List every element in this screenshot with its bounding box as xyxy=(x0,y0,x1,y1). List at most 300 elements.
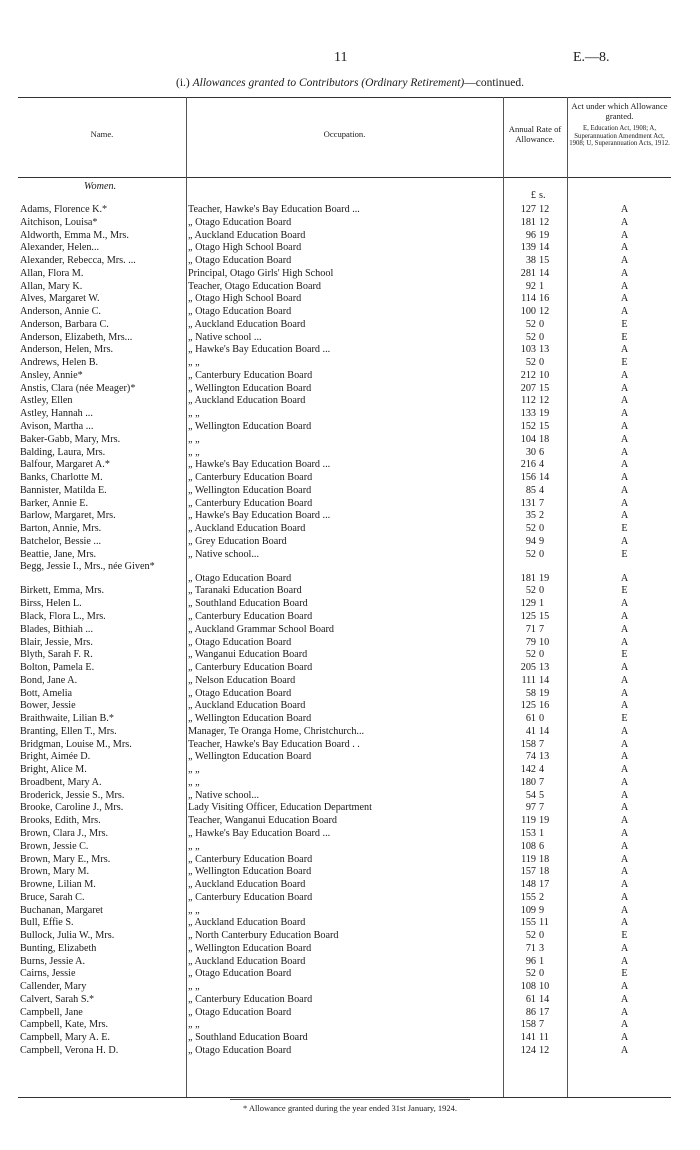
contributor-name: Brown, Jessie C. xyxy=(20,840,89,852)
act-code: A xyxy=(620,382,629,394)
act-code: A xyxy=(620,789,629,801)
allowance-shillings: 4 xyxy=(539,484,545,496)
contributor-name: Calvert, Sarah S.* xyxy=(20,993,95,1005)
contributor-name: Aldworth, Emma M., Mrs. xyxy=(20,229,129,241)
allowance-pounds: 119 xyxy=(521,815,536,827)
table-row xyxy=(18,332,671,345)
occupation: „ Hawke's Bay Education Board ... xyxy=(188,459,331,471)
allowance-pounds: 158 xyxy=(520,1019,536,1031)
contributor-name: Andrews, Helen B. xyxy=(20,357,99,369)
table-row xyxy=(18,854,671,867)
act-code: A xyxy=(620,598,629,610)
contributor-name: Bott, Amelia xyxy=(20,687,73,699)
occupation: „ Hawke's Bay Education Board ... xyxy=(188,344,331,356)
table-row xyxy=(18,956,671,969)
contributor-name: Alexander, Helen... xyxy=(20,242,100,254)
table-row xyxy=(18,624,671,637)
act-code: A xyxy=(620,993,629,1005)
allowance-pounds: 61 xyxy=(525,993,536,1005)
table-row xyxy=(18,421,671,434)
act-code: A xyxy=(620,1032,629,1044)
allowance-shillings: 0 xyxy=(539,548,545,560)
contributor-name: Bullock, Julia W., Mrs. xyxy=(20,930,115,942)
table-row xyxy=(18,598,671,611)
contributor-name: Birkett, Emma, Mrs. xyxy=(20,585,105,597)
allowance-shillings: 7 xyxy=(539,802,545,814)
contributor-name: Bolton, Pamela E. xyxy=(20,662,95,674)
act-code: A xyxy=(620,433,629,445)
table-row xyxy=(18,293,671,306)
table-row xyxy=(18,1032,671,1045)
act-code: A xyxy=(620,267,629,279)
contributor-name: Aitchison, Louisa* xyxy=(20,216,98,228)
allowance-pounds: 141 xyxy=(520,1032,536,1044)
table-row xyxy=(18,879,671,892)
allowance-pounds: 97 xyxy=(525,802,536,814)
table-row xyxy=(18,395,671,408)
act-code: A xyxy=(620,1006,629,1018)
contributor-name: Campbell, Jane xyxy=(20,1006,83,1018)
allowance-shillings: 4 xyxy=(539,459,545,471)
occupation: „ „ xyxy=(188,981,200,993)
allowance-pounds: 79 xyxy=(525,636,536,648)
act-code: A xyxy=(620,917,629,929)
occupation: „ Grey Education Board xyxy=(188,535,287,547)
col-header-name: Name. xyxy=(90,129,114,139)
allowance-shillings: 2 xyxy=(539,510,545,522)
allowance-pounds: 131 xyxy=(520,497,536,509)
allowance-shillings: 15 xyxy=(539,421,550,433)
contributor-name: Bannister, Matilda E. xyxy=(20,484,107,496)
occupation: „ North Canterbury Education Board xyxy=(188,930,339,942)
contributor-name: Broadbent, Mary A. xyxy=(20,776,102,788)
occupation: „ Canterbury Education Board xyxy=(188,891,313,903)
allowance-shillings: 10 xyxy=(539,636,550,648)
occupation: „ Native school... xyxy=(188,548,260,560)
act-code: A xyxy=(620,306,629,318)
table-row xyxy=(18,204,671,217)
table-row xyxy=(18,930,671,943)
allowance-pounds: 52 xyxy=(525,585,536,597)
occupation: „ Wellington Education Board xyxy=(188,713,312,725)
allowance-pounds: 52 xyxy=(525,548,536,560)
allowance-pounds: 152 xyxy=(520,421,536,433)
occupation: „ Auckland Education Board xyxy=(188,700,306,712)
contributor-name: Anstis, Clara (née Meager)* xyxy=(20,382,136,394)
allowance-pounds: 109 xyxy=(520,904,536,916)
occupation: „ Auckland Education Board xyxy=(188,395,306,407)
table-row xyxy=(18,549,671,562)
act-code: A xyxy=(620,369,629,381)
act-code: A xyxy=(620,764,629,776)
occupation: „ Canterbury Education Board xyxy=(188,472,313,484)
occupation: „ Otago Education Board xyxy=(188,255,292,267)
allowance-shillings: 0 xyxy=(539,585,545,597)
allowance-pounds: 100 xyxy=(520,306,536,318)
act-code: A xyxy=(620,725,629,737)
allowance-pounds: 54 xyxy=(525,789,536,801)
act-code: A xyxy=(620,623,629,635)
contributor-name: Brooks, Edith, Mrs. xyxy=(20,815,101,827)
occupation: „ Wellington Education Board xyxy=(188,421,312,433)
act-code: A xyxy=(620,204,629,215)
allowance-shillings: 12 xyxy=(539,1045,550,1056)
contributor-name: Browne, Lilian M. xyxy=(20,879,96,891)
act-code: A xyxy=(620,255,629,267)
table-row xyxy=(18,637,671,650)
occupation: „ Wellington Education Board xyxy=(188,484,312,496)
allowance-shillings: 0 xyxy=(539,523,545,535)
act-code: A xyxy=(620,395,629,407)
col-header-rate: Annual Rate of Allowance. xyxy=(508,124,562,145)
allowance-pounds: 71 xyxy=(525,942,536,954)
table-row xyxy=(18,662,671,675)
occupation: „ Auckland Education Board xyxy=(188,879,306,891)
allowance-shillings: 13 xyxy=(539,662,550,674)
act-code: A xyxy=(620,942,629,954)
act-code: A xyxy=(620,1045,629,1056)
allowance-pounds: 38 xyxy=(525,255,536,267)
allowance-pounds: 127 xyxy=(520,204,536,215)
contributor-name: Adams, Florence K.* xyxy=(20,204,108,215)
table-row xyxy=(18,344,671,357)
contributor-name: Brown, Mary E., Mrs. xyxy=(20,853,111,865)
allowance-shillings: 6 xyxy=(539,840,545,852)
occupation: „ Auckland Education Board xyxy=(188,523,306,535)
act-code: A xyxy=(620,1019,629,1031)
contributor-name: Bridgman, Louise M., Mrs. xyxy=(20,738,132,750)
act-code: A xyxy=(620,827,629,839)
table-row xyxy=(18,242,671,255)
allowance-pounds: 125 xyxy=(520,700,536,712)
occupation: „ Canterbury Education Board xyxy=(188,853,313,865)
contributor-name: Allan, Flora M. xyxy=(20,267,84,279)
act-code: A xyxy=(620,853,629,865)
allowance-pounds: 52 xyxy=(525,930,536,942)
allowance-shillings: 4 xyxy=(539,764,545,776)
act-code: E xyxy=(621,548,628,560)
allowance-pounds: 157 xyxy=(520,866,536,878)
allowance-pounds: 30 xyxy=(525,446,536,458)
allowance-shillings: 5 xyxy=(539,789,545,801)
allowance-shillings: 7 xyxy=(539,738,545,750)
occupation: Lady Visiting Officer, Education Department xyxy=(188,802,372,814)
occupation: „ Wanganui Education Board xyxy=(188,649,308,661)
shilling-unit: s. xyxy=(539,190,546,201)
occupation: „ Nelson Education Board xyxy=(188,674,296,686)
table-row xyxy=(18,536,671,549)
occupation: „ Auckland Education Board xyxy=(188,229,306,241)
allowance-pounds: 281 xyxy=(520,267,536,279)
contributor-name: Baker-Gabb, Mary, Mrs. xyxy=(20,433,121,445)
contributor-name: Blair, Jessie, Mrs. xyxy=(20,636,93,648)
occupation: „ Canterbury Education Board xyxy=(188,369,313,381)
occupation: „ „ xyxy=(188,904,200,916)
table-row xyxy=(18,726,671,739)
table-row xyxy=(18,1045,671,1058)
table-row xyxy=(18,611,671,624)
table-row xyxy=(18,802,671,815)
allowance-shillings: 7 xyxy=(539,623,545,635)
table-row xyxy=(18,268,671,281)
allowance-shillings: 0 xyxy=(539,331,545,343)
contributor-name: Birss, Helen L. xyxy=(20,598,82,610)
section-label: Women. xyxy=(84,181,117,192)
allowance-shillings: 17 xyxy=(539,1006,550,1018)
allowance-shillings: 14 xyxy=(539,267,550,279)
allowance-pounds: 111 xyxy=(521,674,536,686)
allowance-pounds: 61 xyxy=(525,713,536,725)
occupation: „ Native school... xyxy=(188,789,260,801)
allowance-shillings: 15 xyxy=(539,610,550,622)
allowance-pounds: 52 xyxy=(525,523,536,535)
allowance-shillings: 7 xyxy=(539,1019,545,1031)
table-row xyxy=(18,892,671,905)
act-code: A xyxy=(620,472,629,484)
allowance-pounds: 52 xyxy=(525,357,536,369)
contributor-name: Black, Flora L., Mrs. xyxy=(20,610,106,622)
allowance-shillings: 12 xyxy=(539,306,550,318)
table-row xyxy=(18,447,671,460)
table-row xyxy=(18,777,671,790)
act-code: A xyxy=(620,446,629,458)
occupation: „ Canterbury Education Board xyxy=(188,497,313,509)
act-code: E xyxy=(621,331,628,343)
allowance-pounds: 96 xyxy=(525,955,536,967)
allowance-shillings: 12 xyxy=(539,204,550,215)
allowance-shillings: 14 xyxy=(539,993,550,1005)
act-code: A xyxy=(620,687,629,699)
allowance-pounds: 71 xyxy=(525,623,536,635)
act-code: E xyxy=(621,930,628,942)
contributor-name: Cairns, Jessie xyxy=(20,968,76,980)
contributor-name: Ansley, Annie* xyxy=(20,369,83,381)
table-row xyxy=(18,217,671,230)
table-row xyxy=(18,498,671,511)
act-code: A xyxy=(620,738,629,750)
table-row xyxy=(18,561,671,585)
contributor-name: Anderson, Helen, Mrs. xyxy=(20,344,114,356)
act-code: A xyxy=(620,879,629,891)
table-row xyxy=(18,981,671,994)
allowance-shillings: 19 xyxy=(539,815,550,827)
allowance-pounds: 119 xyxy=(521,853,536,865)
contributor-name: Allan, Mary K. xyxy=(20,280,83,292)
title-italic: Allowances granted to Contributors (Ordinary Retirement) xyxy=(192,77,465,89)
allowance-pounds: 180 xyxy=(520,776,536,788)
act-code: A xyxy=(620,229,629,241)
contributor-name: Bower, Jessie xyxy=(20,700,76,712)
act-code: E xyxy=(621,713,628,725)
contributor-name: Bright, Aimée D. xyxy=(20,751,91,763)
occupation: „ Auckland Grammar School Board xyxy=(188,623,334,635)
table-row xyxy=(18,943,671,956)
table-row xyxy=(18,841,671,854)
allowance-pounds: 74 xyxy=(525,751,536,763)
contributor-name: Batchelor, Bessie ... xyxy=(20,535,102,547)
contributor-name: Bond, Jane A. xyxy=(20,674,78,686)
allowance-shillings: 2 xyxy=(539,891,545,903)
contributor-name: Alves, Margaret W. xyxy=(20,293,100,305)
occupation: „ Canterbury Education Board xyxy=(188,662,313,674)
table-row xyxy=(18,472,671,485)
table-body xyxy=(18,204,671,1058)
allowance-shillings: 11 xyxy=(539,917,549,929)
contributor-name: Bull, Effie S. xyxy=(20,917,74,929)
table-row xyxy=(18,357,671,370)
contributor-name: Bruce, Sarah C. xyxy=(20,891,85,903)
allowance-pounds: 41 xyxy=(525,725,536,737)
contributor-name: Anderson, Barbara C. xyxy=(20,318,109,330)
allowance-pounds: 133 xyxy=(520,408,536,420)
allowance-shillings: 9 xyxy=(539,904,545,916)
act-code: A xyxy=(620,815,629,827)
table-row xyxy=(18,1007,671,1020)
allowance-shillings: 14 xyxy=(539,472,550,484)
allowance-pounds: 85 xyxy=(525,484,536,496)
allowance-shillings: 14 xyxy=(539,242,550,254)
occupation: „ Otago High School Board xyxy=(188,293,302,305)
occupation: „ Auckland Education Board xyxy=(188,917,306,929)
allowance-pounds: 212 xyxy=(520,369,536,381)
table-row xyxy=(18,255,671,268)
table-row xyxy=(18,306,671,319)
table-row xyxy=(18,994,671,1007)
allowance-pounds: 108 xyxy=(520,981,536,993)
allowance-pounds: 139 xyxy=(520,242,536,254)
act-code: E xyxy=(621,649,628,661)
table-row xyxy=(18,905,671,918)
act-code: A xyxy=(620,242,629,254)
table-row xyxy=(18,675,671,688)
allowances-table xyxy=(18,97,671,1097)
allowance-shillings: 15 xyxy=(539,382,550,394)
contributor-name: Balfour, Margaret A.* xyxy=(20,459,110,471)
contributor-name: Banks, Charlotte M. xyxy=(20,472,103,484)
contributor-name: Bright, Alice M. xyxy=(20,764,87,776)
table-row xyxy=(18,828,671,841)
allowance-pounds: 181 xyxy=(520,216,536,228)
act-code: A xyxy=(620,535,629,547)
allowance-shillings: 0 xyxy=(539,318,545,330)
contributor-name: Begg, Jessie I., Mrs., née Given* xyxy=(20,561,155,573)
occupation: „ „ xyxy=(188,433,200,445)
allowance-pounds: 94 xyxy=(525,535,536,547)
act-code: A xyxy=(620,344,629,356)
table-row xyxy=(18,434,671,447)
allowance-shillings: 13 xyxy=(539,344,550,356)
allowance-shillings: 1 xyxy=(539,598,545,610)
occupation: „ Auckland Education Board xyxy=(188,955,306,967)
contributor-name: Buchanan, Margaret xyxy=(20,904,103,916)
table-row xyxy=(18,370,671,383)
allowance-shillings: 12 xyxy=(539,216,550,228)
pound-unit: £ xyxy=(530,190,536,201)
footnote: * Allowance granted during the year ended 31st January, 1924. xyxy=(242,1103,457,1113)
table-row xyxy=(18,319,671,332)
contributor-name: Anderson, Annie C. xyxy=(20,306,101,318)
contributor-name: Callender, Mary xyxy=(20,981,87,993)
allowance-shillings: 10 xyxy=(539,369,550,381)
col-header-occupation: Occupation. xyxy=(323,129,366,139)
act-code: A xyxy=(620,573,629,585)
allowance-pounds: 207 xyxy=(520,382,536,394)
allowance-shillings: 1 xyxy=(539,280,545,292)
allowance-pounds: 108 xyxy=(520,840,536,852)
act-code: A xyxy=(620,636,629,648)
contributor-name: Burns, Jessie A. xyxy=(20,955,86,967)
allowance-shillings: 18 xyxy=(539,853,550,865)
occupation: „ „ xyxy=(188,1019,200,1031)
contributor-name: Braithwaite, Lilian B.* xyxy=(20,713,114,725)
act-code: A xyxy=(620,484,629,496)
act-code: A xyxy=(620,280,629,292)
table-row xyxy=(18,523,671,536)
table-row xyxy=(18,510,671,523)
act-code: A xyxy=(620,751,629,763)
contributor-name: Campbell, Verona H. D. xyxy=(20,1045,119,1056)
table-row xyxy=(18,739,671,752)
allowance-shillings: 1 xyxy=(539,955,545,967)
act-code: A xyxy=(620,674,629,686)
allowance-pounds: 148 xyxy=(520,879,536,891)
table-row xyxy=(18,688,671,701)
occupation: „ „ xyxy=(188,446,200,458)
allowance-shillings: 3 xyxy=(539,942,545,954)
occupation: „ Wellington Education Board xyxy=(188,866,312,878)
table-title xyxy=(0,77,700,89)
allowance-shillings: 0 xyxy=(539,713,545,725)
allowance-shillings: 16 xyxy=(539,700,550,712)
occupation: „ Otago Education Board xyxy=(188,968,292,980)
act-code: A xyxy=(620,981,629,993)
allowance-shillings: 19 xyxy=(539,573,550,585)
act-code: A xyxy=(620,662,629,674)
contributor-name: Beattie, Jane, Mrs. xyxy=(20,548,97,560)
allowance-pounds: 58 xyxy=(525,687,536,699)
allowance-pounds: 86 xyxy=(525,1006,536,1018)
title-suffix: —continued. xyxy=(464,77,524,89)
occupation: „ Southland Education Board xyxy=(188,1032,308,1044)
occupation: „ „ xyxy=(188,408,200,420)
occupation: „ Hawke's Bay Education Board ... xyxy=(188,510,331,522)
act-code: A xyxy=(620,700,629,712)
occupation: „ „ xyxy=(188,840,200,852)
table-row xyxy=(18,866,671,879)
col-header-act-key: E, Education Act, 1908; A, Superannuation Amendment Act, 1908; U, Superannuation Acts, 1912. xyxy=(569,125,670,148)
allowance-shillings: 11 xyxy=(539,1032,549,1044)
col-header-act: Act under which Allowance granted. xyxy=(571,101,668,122)
table-row xyxy=(18,751,671,764)
allowance-pounds: 205 xyxy=(520,662,536,674)
table-row xyxy=(18,408,671,421)
table-row xyxy=(18,790,671,803)
occupation: „ Otago Education Board xyxy=(188,636,292,648)
table-row xyxy=(18,764,671,777)
occupation: Teacher, Otago Education Board xyxy=(188,280,321,292)
allowance-shillings: 1 xyxy=(539,827,545,839)
occupation: „ Otago Education Board xyxy=(188,216,292,228)
allowance-pounds: 35 xyxy=(525,510,536,522)
allowance-shillings: 10 xyxy=(539,981,550,993)
allowance-shillings: 0 xyxy=(539,930,545,942)
allowance-pounds: 52 xyxy=(525,968,536,980)
contributor-name: Barton, Annie, Mrs. xyxy=(20,523,102,535)
allowance-shillings: 19 xyxy=(539,687,550,699)
occupation: „ Taranaki Education Board xyxy=(188,585,302,597)
allowance-shillings: 0 xyxy=(539,968,545,980)
contributor-name: Bunting, Elizabeth xyxy=(20,942,97,954)
